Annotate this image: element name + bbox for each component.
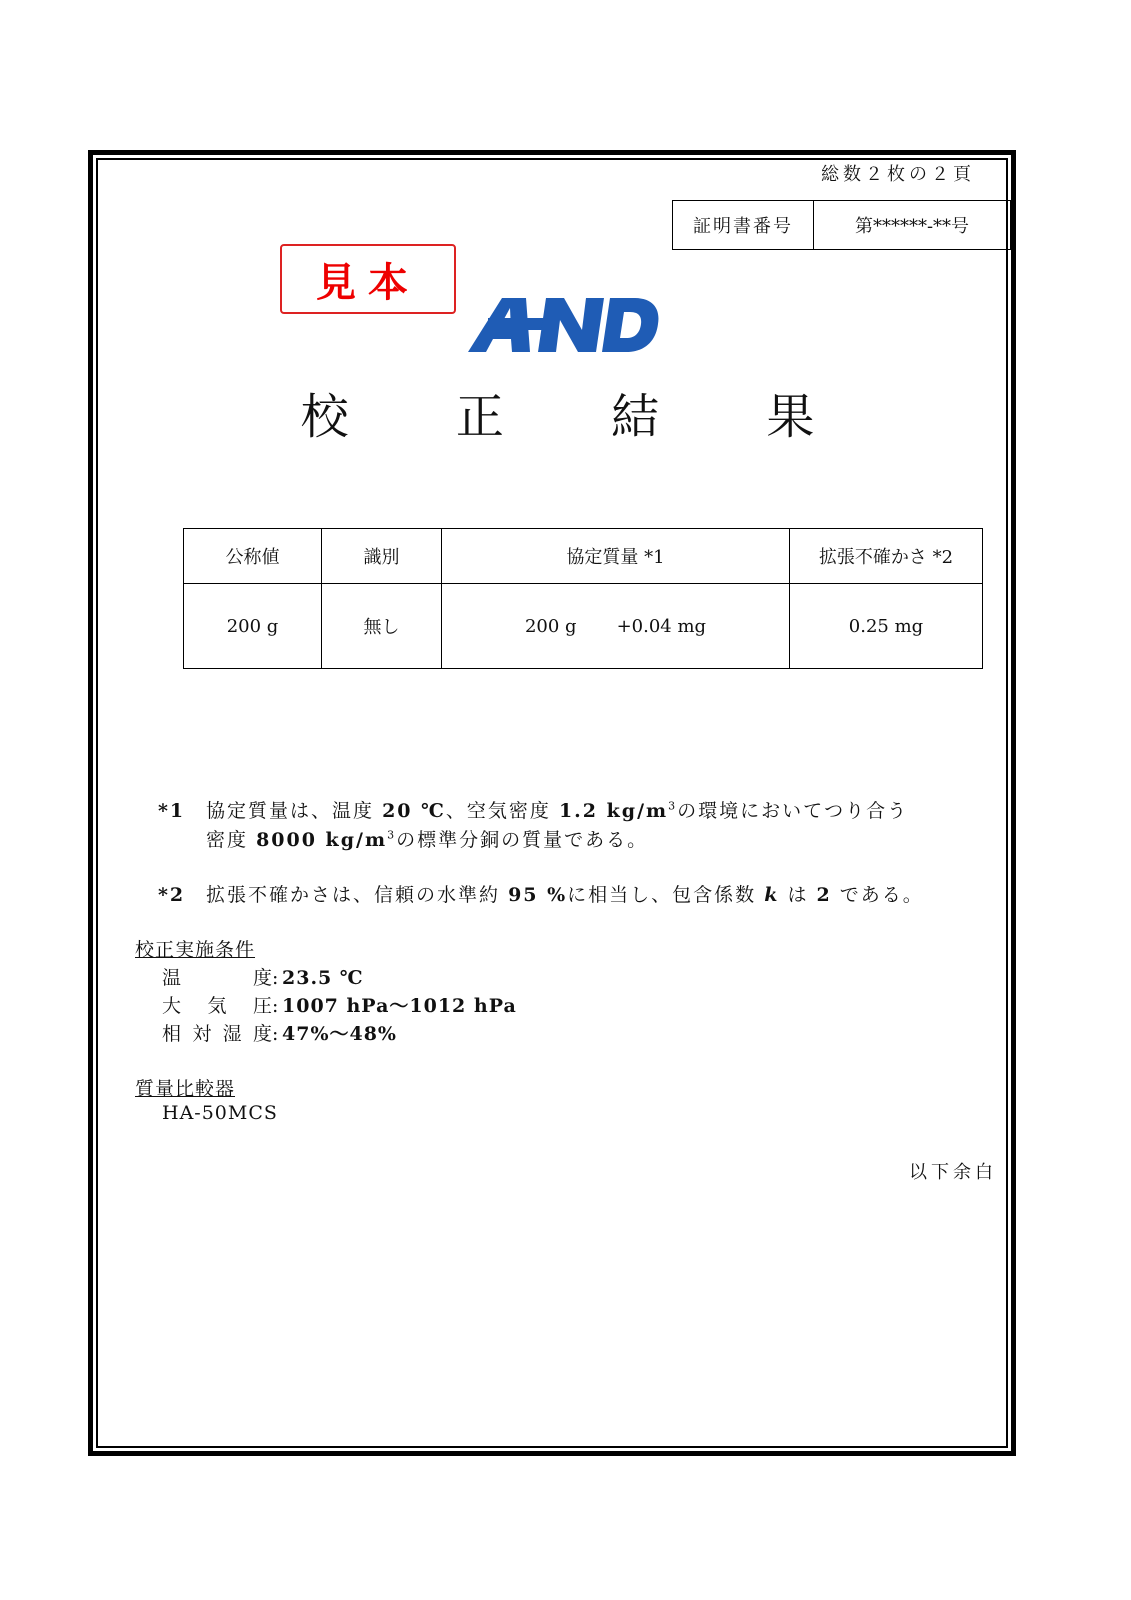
document-title: 校 正 結 果: [300, 389, 861, 445]
table-row: [184, 584, 983, 669]
calibration-results-table: [183, 528, 983, 669]
header-nominal: 公称値: [184, 529, 322, 584]
comparator-heading: 質量比較器: [135, 1078, 236, 1100]
and-logo: [468, 294, 660, 354]
page-count: 総数２枚の２頁: [821, 164, 975, 185]
cell-conventional-mass: [442, 584, 790, 669]
header-identification: 識別: [322, 529, 442, 584]
conventional-mass-offset: +0.04 mg: [616, 615, 707, 637]
note-1-line-1: *1 協定質量は、温度 20 ℃、空気密度 1.2 $kg/m^3$の環境においてつり合う: [158, 799, 909, 822]
header-uncertainty: 拡張不確かさ *2: [790, 529, 983, 584]
note-1-line-2: 密度 8000 $kg/m^3$の標準分銅の質量である。: [206, 828, 649, 851]
note-2: *2 拡張不確かさは、信頼の水準約 95 %に相当し、包含係数 k は 2 である。: [158, 884, 924, 906]
sample-stamp: 見本: [280, 244, 456, 314]
cell-nominal: 200 g: [184, 584, 322, 669]
condition-pressure: 大 気 圧 : 1007 hPa～1012 hPa: [162, 995, 517, 1017]
table-header-row: [184, 529, 983, 584]
note-2-mark: *2: [158, 884, 186, 906]
cell-uncertainty: 0.25 mg: [790, 584, 983, 669]
certificate-number-label: 証明書番号: [673, 201, 814, 249]
conventional-mass-value: 200 g: [524, 615, 577, 637]
condition-humidity: 相 対 湿 度 : 47%～48%: [162, 1023, 397, 1045]
certificate-number-box: [672, 200, 1011, 250]
cell-identification: 無し: [322, 584, 442, 669]
header-conventional-mass: 協定質量 *1: [442, 529, 790, 584]
condition-temperature: 温 度 : 23.5 ℃: [162, 967, 364, 989]
comparator-model: HA-50MCS: [162, 1102, 278, 1124]
certificate-number-value: 第******-**号: [854, 216, 970, 237]
end-mark: 以下余白: [909, 1162, 997, 1183]
conditions-heading: 校正実施条件: [135, 939, 256, 961]
note-1-mark: *1: [158, 800, 186, 822]
